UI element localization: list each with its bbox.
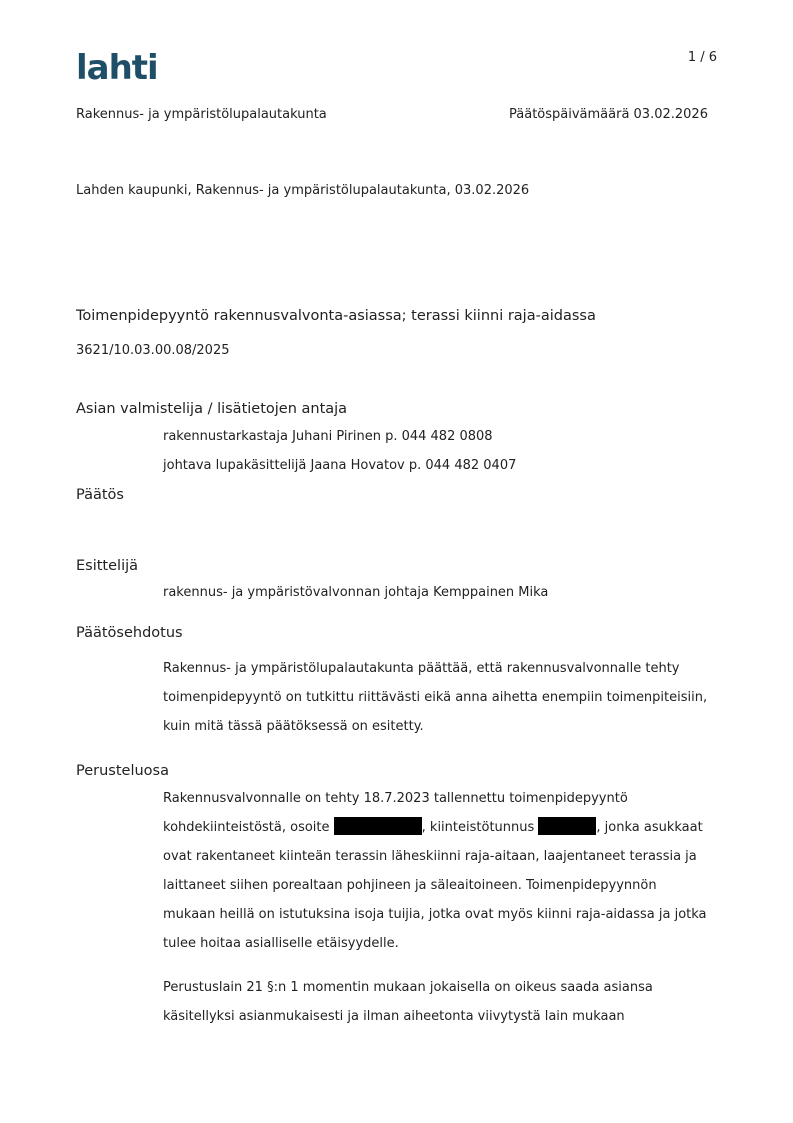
rationale-heading: Perusteluosa (76, 763, 169, 779)
presenter-name: rakennus- ja ympäristövalvonnan johtaja Kemppainen Mika (163, 585, 549, 600)
rationale-line (163, 813, 723, 842)
rationale-paragraph (163, 784, 723, 958)
rationale-line: ovat rakentaneet kiinteän terassin läheskiinni raja-aitaan, laajentaneet terassia ja (163, 849, 697, 864)
property-id-redaction (538, 817, 596, 835)
preparer-heading: Asian valmistelija / lisätietojen antaja (76, 401, 348, 417)
case-number: 3621/10.03.00.08/2025 (76, 343, 230, 358)
page-number: 1 / 6 (687, 50, 717, 65)
proposal-line: Rakennus- ja ympäristölupalautakunta päättää, että rakennusvalvonnalle tehty (163, 661, 680, 676)
law-paragraph (163, 973, 723, 1031)
committee-name: Rakennus- ja ympäristölupalautakunta (76, 107, 327, 122)
logo-wordmark: lahti (76, 48, 158, 84)
decision-date: Päätöspäivämäärä 03.02.2026 (509, 107, 708, 122)
law-line: käsitellyksi asianmukaisesti ja ilman aiheetonta viivytystä lain mukaan (163, 1009, 625, 1024)
presenter-heading: Esittelijä (76, 558, 139, 574)
preparer-1: rakennustarkastaja Juhani Pirinen p. 044 482 0808 (163, 429, 493, 444)
document-title: Toimenpidepyyntö rakennusvalvonta-asiassa; terassi kiinni raja-aidassa (76, 308, 596, 324)
law-line: Perustuslain 21 §:n 1 momentin mukaan jokaisella on oikeus saada asiansa (163, 980, 653, 995)
proposal-heading: Päätösehdotus (76, 625, 183, 641)
preparer-2: johtava lupakäsittelijä Jaana Hovatov p. 044 482 0407 (163, 458, 517, 473)
proposal-paragraph (163, 654, 723, 741)
rationale-line: tulee hoitaa asialliselle etäisyydelle. (163, 936, 399, 951)
rationale-text: kohdekiinteistöstä, osoite (163, 820, 334, 835)
proposal-line: toimenpidepyyntö on tutkittu riittävästi eikä anna aihetta enempiin toimenpiteisiin, (163, 690, 708, 705)
rationale-text: , jonka asukkaat (596, 820, 703, 835)
rationale-text: , kiinteistötunnus (421, 820, 539, 835)
proposal-line: kuin mitä tässä päätöksessä on esitetty. (163, 719, 424, 734)
rationale-line: Rakennusvalvonnalle on tehty 18.7.2023 tallennettu toimenpidepyyntö (163, 791, 628, 806)
rationale-line: laittaneet siihen porealtaan pohjineen ja säleaitoineen. Toimenpidepyynnön (163, 878, 657, 893)
address-redaction (334, 817, 422, 835)
lahti-logo (76, 46, 168, 84)
rationale-line: mukaan heillä on istutuksina isoja tuijia, jotka ovat myös kiinni raja-aidassa ja jotka (163, 907, 707, 922)
decision-heading: Päätös (76, 487, 124, 503)
organization-line: Lahden kaupunki, Rakennus- ja ympäristölupalautakunta, 03.02.2026 (76, 183, 530, 198)
lahti-logo-mark (76, 46, 168, 84)
